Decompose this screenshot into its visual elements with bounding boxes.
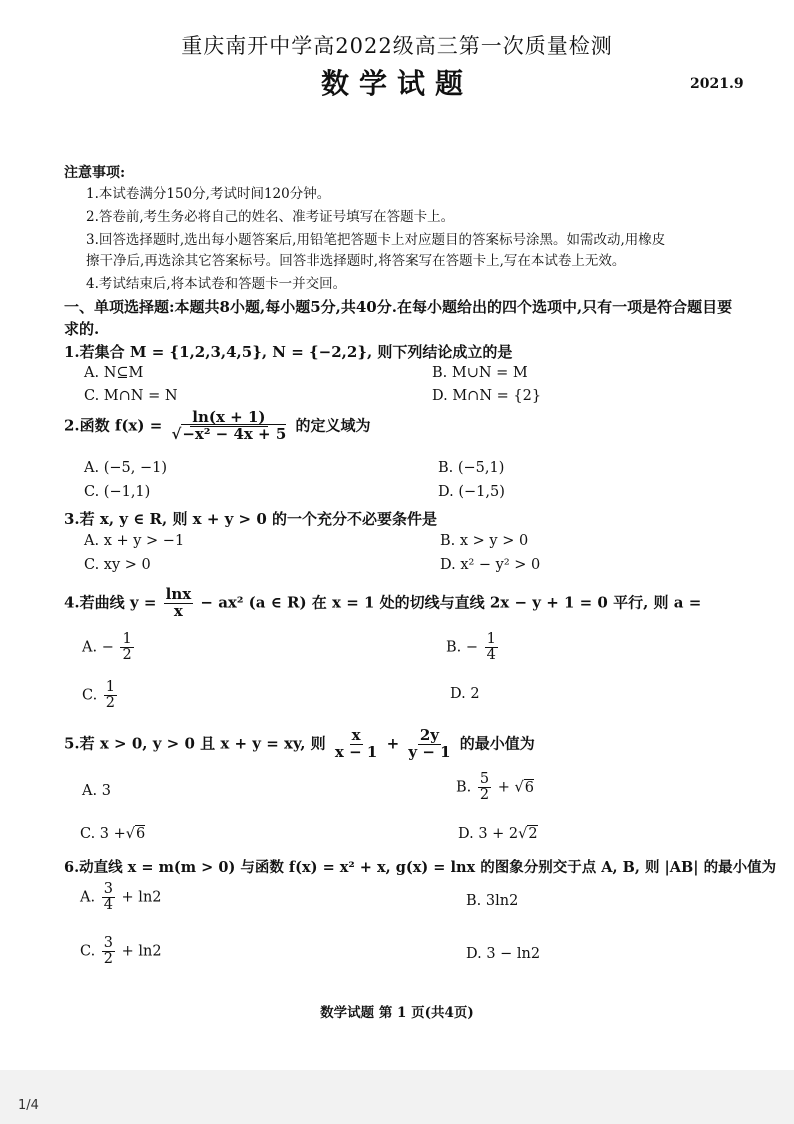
question-3-stem: 3.若 x, y ∈ R, 则 x + y > 0 的一个充分不必要条件是 xyxy=(64,510,438,528)
note-item: 3.回答选择题时,选出每小题答案后,用铅笔把答题卡上对应题目的答案标号涂黑。如需改动,用橡皮 xyxy=(86,232,666,248)
q2-prefix: 2.函数 f(x) = xyxy=(64,416,163,435)
q3-option-b: B. x > y > 0 xyxy=(440,533,529,549)
note-item: 1.本试卷满分150分,考试时间120分钟。 xyxy=(86,186,331,202)
notes-title: 注意事项: xyxy=(64,165,126,181)
q2-fraction: $\frac{\ln(x + 1)}{\text{√−x² − 4x + 5}}$ xyxy=(171,408,287,443)
q2-denominator: −x² − 4x + 5 xyxy=(182,424,287,443)
q1-option-c: C. M∩N = N xyxy=(84,388,178,404)
section-heading-cont: 求的. xyxy=(64,320,100,338)
q5-option-a: A. 3 xyxy=(82,783,111,799)
q5-prefix: 5.若 x > 0, y > 0 且 x + y = xy, 则 xyxy=(64,734,326,753)
note-item: 擦干净后,再选涂其它答案标号。回答非选择题时,将答案写在答题卡上,写在本试卷上无效。 xyxy=(86,253,626,269)
q5-fraction-2: $\frac{2y}{y - 1}$ xyxy=(408,726,451,761)
question-5-stem: 5.若 x > 0, y > 0 且 x + y = xy, 则 $\frac{x}{x - 1}$ + $\frac{2y}{y - 1}$ 的最小值为 xyxy=(64,726,535,761)
q4-option-a: A. − $\frac{1}{2}$ xyxy=(82,631,132,664)
question-4-stem xyxy=(64,587,701,620)
school-heading: 重庆南开中学高2022级高三第一次质量检测 xyxy=(181,34,613,58)
note-item: 2.答卷前,考生务必将自己的姓名、准考证号填写在答题卡上。 xyxy=(86,209,455,225)
q1-option-a: A. N⊆M xyxy=(84,365,144,381)
q2-option-b: B. (−5,1) xyxy=(438,460,505,476)
page-counter: 1/4 xyxy=(18,1098,39,1113)
q4-option-b: B. − $\frac{1}{4}$ xyxy=(446,631,496,664)
q2-option-a: A. (−5, −1) xyxy=(84,460,167,476)
q4-fraction xyxy=(164,587,194,620)
q5-fraction-1: $\frac{x}{x - 1}$ xyxy=(334,726,378,761)
q4-option-c: C. $\frac{1}{2}$ xyxy=(82,679,116,712)
q5-suffix: 的最小值为 xyxy=(459,734,535,753)
q5-option-b: B. $\frac{5}{2}$ + √6 xyxy=(456,771,534,804)
q2-suffix: 的定义域为 xyxy=(295,416,371,435)
q1-option-b: B. M∪N = M xyxy=(432,365,528,381)
note-item: 4.考试结束后,将本试卷和答题卡一并交回。 xyxy=(86,276,347,292)
q4-numerator: lnx xyxy=(165,585,192,603)
q5-option-c: C. 3 +√6 xyxy=(80,826,146,842)
exam-date: 2021.9 xyxy=(690,76,744,92)
q4-suffix: − ax² (a ∈ R) 在 x = 1 处的切线与直线 2x − y + 1 = 0 平行, 则 a = xyxy=(200,593,702,612)
q6-option-b: B. 3ln2 xyxy=(466,893,519,909)
q2-option-d: D. (−1,5) xyxy=(438,484,505,500)
page-footer: 数学试题 第 1 页(共4页) xyxy=(320,1005,474,1021)
q6-option-a: A. $\frac{3}{4}$ + ln2 xyxy=(80,881,162,914)
question-2-stem xyxy=(64,410,371,443)
question-1-stem: 1.若集合 M = {1,2,3,4,5}, N = {−2,2}, 则下列结论成立的是 xyxy=(64,343,513,361)
q1-option-d: D. M∩N = {2} xyxy=(432,388,542,404)
q4-option-d: D. 2 xyxy=(450,686,480,702)
q4-denominator: x xyxy=(173,601,183,620)
q6-option-c: C. $\frac{3}{2}$ + ln2 xyxy=(80,935,162,968)
q5-option-d: D. 3 + 2√2 xyxy=(458,826,538,842)
q4-prefix: 4.若曲线 y = xyxy=(64,593,157,612)
page-title: 数学试题 xyxy=(320,67,473,100)
q2-numerator: ln(x + 1) xyxy=(192,408,266,426)
q2-option-c: C. (−1,1) xyxy=(84,484,151,500)
q6-option-d: D. 3 − ln2 xyxy=(466,946,541,962)
q3-option-c: C. xy > 0 xyxy=(84,557,151,573)
q3-option-d: D. x² − y² > 0 xyxy=(440,557,541,573)
question-6-stem: 6.动直线 x = m(m > 0) 与函数 f(x) = x² + x, g(x) = lnx 的图象分别交于点 A, B, 则 |AB| 的最小值为 xyxy=(64,859,777,876)
q3-option-a: A. x + y > −1 xyxy=(84,533,185,549)
section-heading: 一、单项选择题:本题共8小题,每小题5分,共40分.在每小题给出的四个选项中,只有一项是符合题目要 xyxy=(64,298,733,316)
